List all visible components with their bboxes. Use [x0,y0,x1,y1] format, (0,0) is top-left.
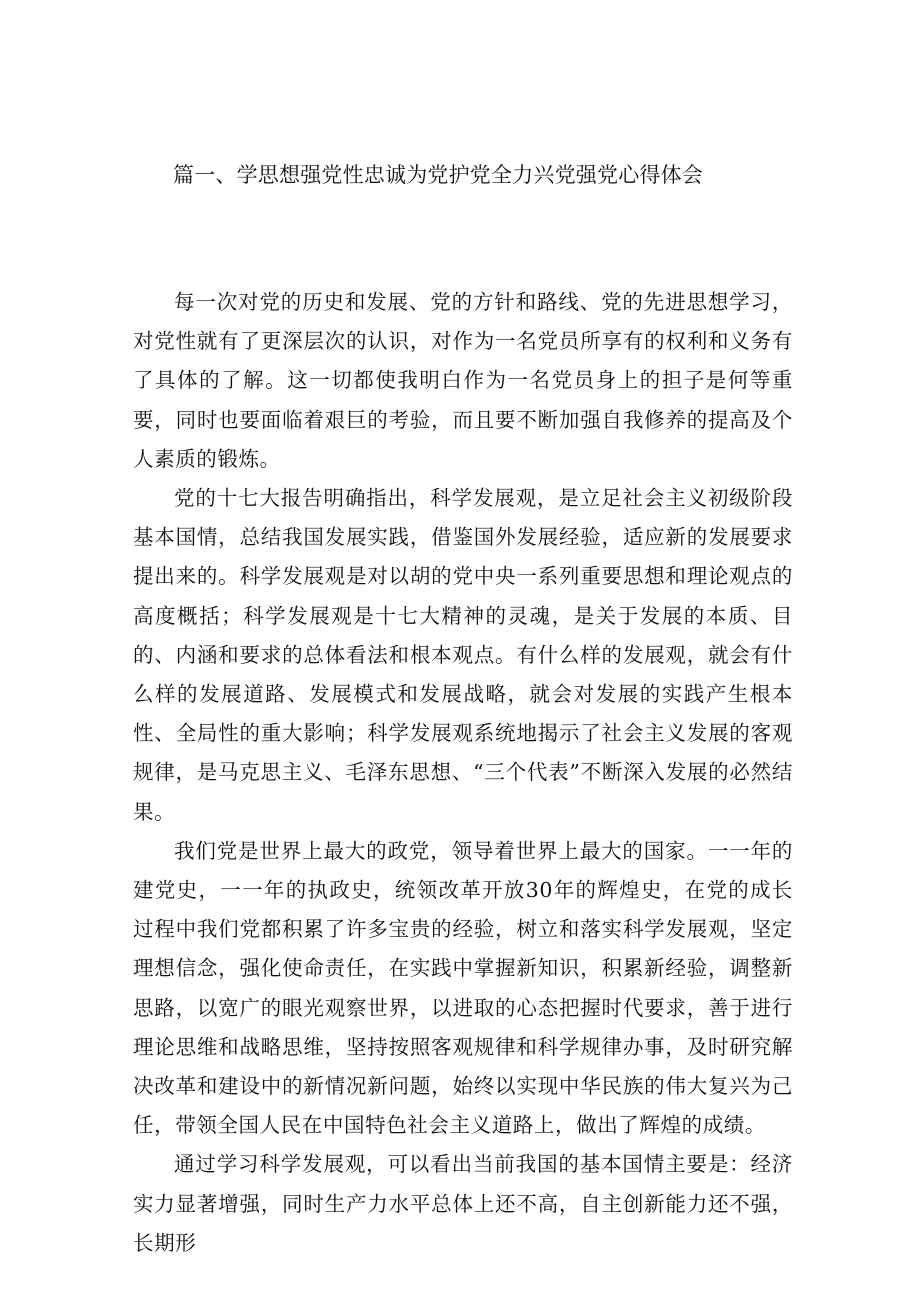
paragraph-2: 党的十七大报告明确指出，科学发展观，是立足社会主义初级阶段基本国情，总结我国发展实践，借鉴国外发展经验，适应新的发展要求提出来的。科学发展观是对以胡的党中央一系列重要思想和理论观点的高度概括；科学发展观是十七大精神的灵魂，是关于发展的本质、目的、内涵和要求的总体看法和根本观点。有什么样的发展观，就会有什么样的发展道路、发展模式和发展战略，就会对发展的实践产生根本性、全局性的重大影响；科学发展观系统地揭示了社会主义发展的客观规律，是马克思主义、毛泽东思想、“三个代表”不断深入发展的必然结果。 [133,486,793,824]
document-body [133,283,793,1263]
paragraph-3: 我们党是世界上最大的政党，领导着世界上最大的国家。一一年的建党史，一一年的执政史，统领改革开放30年的辉煌史，在党的成长过程中我们党都积累了许多宝贵的经验，树立和落实科学发展观，坚定理想信念，强化使命责任，在实践中掌握新知识，积累新经验，调整新思路，以宽广的眼光观察世界，以进取的心态把握时代要求，善于进行理论思维和战略思维，坚持按照客观规律和科学规律办事，及时研究解决改革和建设中的新情况新问题，始终以实现中华民族的伟大复兴为己任，带领全国人民在中国特色社会主义道路上，做出了辉煌的成绩。 [133,838,793,1138]
document-title: 篇一、学思想强党性忠诚为党护党全力兴党强党心得体会 [173,163,703,187]
paragraph-4: 通过学习科学发展观，可以看出当前我国的基本国情主要是：经济实力显著增强，同时生产力水平总体上还不高，自主创新能力还不强，长期形 [133,1152,793,1255]
paragraph-1: 每一次对党的历史和发展、党的方针和路线、党的先进思想学习，对党性就有了更深层次的认识，对作为一名党员所享有的权利和义务有了具体的了解。这一切都使我明白作为一名党员身上的担子是何等重要，同时也要面临着艰巨的考验，而且要不断加强自我修养的提高及个人素质的锻炼。 [133,290,793,471]
